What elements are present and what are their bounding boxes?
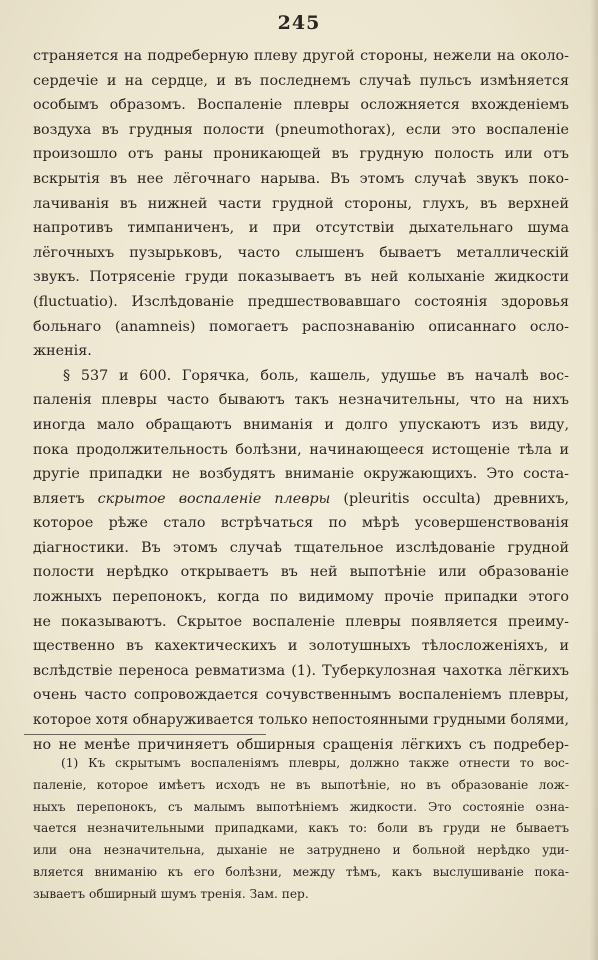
text-line: (fluctuatio). Изслѣдованіе предшествовавшаго состоянія здоровья <box>33 293 569 310</box>
page-edge-shadow <box>590 0 598 960</box>
text-line: жненія. <box>33 343 92 360</box>
text-line: лёгочныхъ пузырьковъ, часто слышенъ бываетъ металлическій <box>33 244 569 261</box>
text-line: діагностики. Въ этомъ случаѣ тщательное изслѣдованіе грудной <box>33 539 569 556</box>
text-line: лачиванія въ нижней части грудной стороны, глухъ, въ верхней <box>33 195 569 212</box>
footnote-line: или она незначительна, дыханіе не затруднено и больной нерѣдко уди- <box>33 843 569 858</box>
footnote-divider <box>24 734 266 735</box>
footnote-line: чается незначительными припадками, какъ то: боли въ груди не бываетъ <box>33 821 569 836</box>
section-heading-line: § 537 и 600. Горячка, боль, кашель, удушье въ началѣ вос- <box>63 367 569 384</box>
text-fragment: вляетъ <box>33 490 98 507</box>
text-line: больнаго (anamneis) помогаетъ распознаванію описаннаго осло- <box>33 318 569 335</box>
text-line: сердечіе и на сердце, и въ последнемъ случаѣ пульсъ измѣняется <box>33 72 569 89</box>
text-line: особымъ образомъ. Воспаленіе плевры осложняется вхожденіемъ <box>33 97 569 114</box>
text-line: но не менѣе причиняетъ обширныя сращенія лёгкихъ съ подребер- <box>33 736 569 753</box>
text-fragment: (pleuritis occulta) древнихъ, <box>330 490 569 507</box>
text-line: не показываютъ. Скрытое воспаленіе плевры появляется преиму- <box>33 613 569 630</box>
text-line: звукъ. Потрясеніе груди показываетъ въ ней колыханіе жидкости <box>33 269 569 286</box>
text-line: ложныхъ перепонокъ, когда по видимому прочіе припадки этого <box>33 589 569 606</box>
text-line: другіе припадки не возбудятъ вниманіе окружающихъ. Это соста- <box>33 466 569 483</box>
footnote-line: вляется вниманію къ его болѣзни, между тѣмъ, какъ выслушиваніе пока- <box>33 864 569 879</box>
text-line: произошло отъ раны проникающей въ грудную полость или отъ <box>33 146 569 163</box>
text-line: воздуха въ грудныя полости (pneumothorax), если это воспаленіе <box>33 121 569 138</box>
text-line: щественно въ кахектическихъ и золотушныхъ тѣлосложеніяхъ, и <box>33 638 569 655</box>
text-line: вслѣдствіе переноса ревматизма (1). Туберкулозная чахотка лёгкихъ <box>33 662 569 679</box>
text-line: страняется на подреберную плеву другой стороны, нежели на около- <box>33 48 569 64</box>
text-line: полости нерѣдко открываетъ въ ней выпотѣніе или образованіе <box>33 564 569 581</box>
main-text <box>33 44 569 757</box>
footnote-line: паленіе, которое имѣетъ исходъ не въ выпотѣніе, но въ образованіе лож- <box>33 777 569 792</box>
text-line: вскрытія въ нее лёгочнаго нарыва. Въ этомъ случаѣ звукъ поко- <box>33 170 569 187</box>
footnote-line: ныхъ перепонокъ, съ малымъ выпотѣніемъ жидкости. Это состояніе озна- <box>33 799 569 814</box>
text-line: паленія плевры часто бываютъ такъ незначительны, что на нихъ <box>33 392 569 409</box>
text-line: пока продолжительность болѣзни, начинающееся истощеніе тѣла и <box>33 441 569 458</box>
text-line-with-emphasis <box>33 487 569 512</box>
text-line: иногда мало обращаютъ вниманія и долго упускаютъ изъ виду, <box>33 416 569 433</box>
footnote-line: зываетъ обширный шумъ тренія. Зам. пер. <box>33 886 309 901</box>
footnote-line: (1) Къ скрытымъ воспаленіямъ плевры, должно также отнести то вос- <box>61 756 569 770</box>
italic-term: скрытое воспаленіе плевры <box>97 490 331 507</box>
footnote <box>33 753 569 906</box>
text-line: напротивъ тимпаниченъ, и при отсутствіи дыхательнаго шума <box>33 220 569 237</box>
page-number: 245 <box>277 12 321 34</box>
text-line: очень часто сопровождается сочувственнымъ воспаленіемъ плевры, <box>33 687 569 704</box>
text-line: которое хотя обнаруживается только непостоянными грудными болями, <box>33 712 569 729</box>
text-line: которое рѣже стало встрѣчаться по мѣрѣ усовершенствованія <box>33 515 569 532</box>
